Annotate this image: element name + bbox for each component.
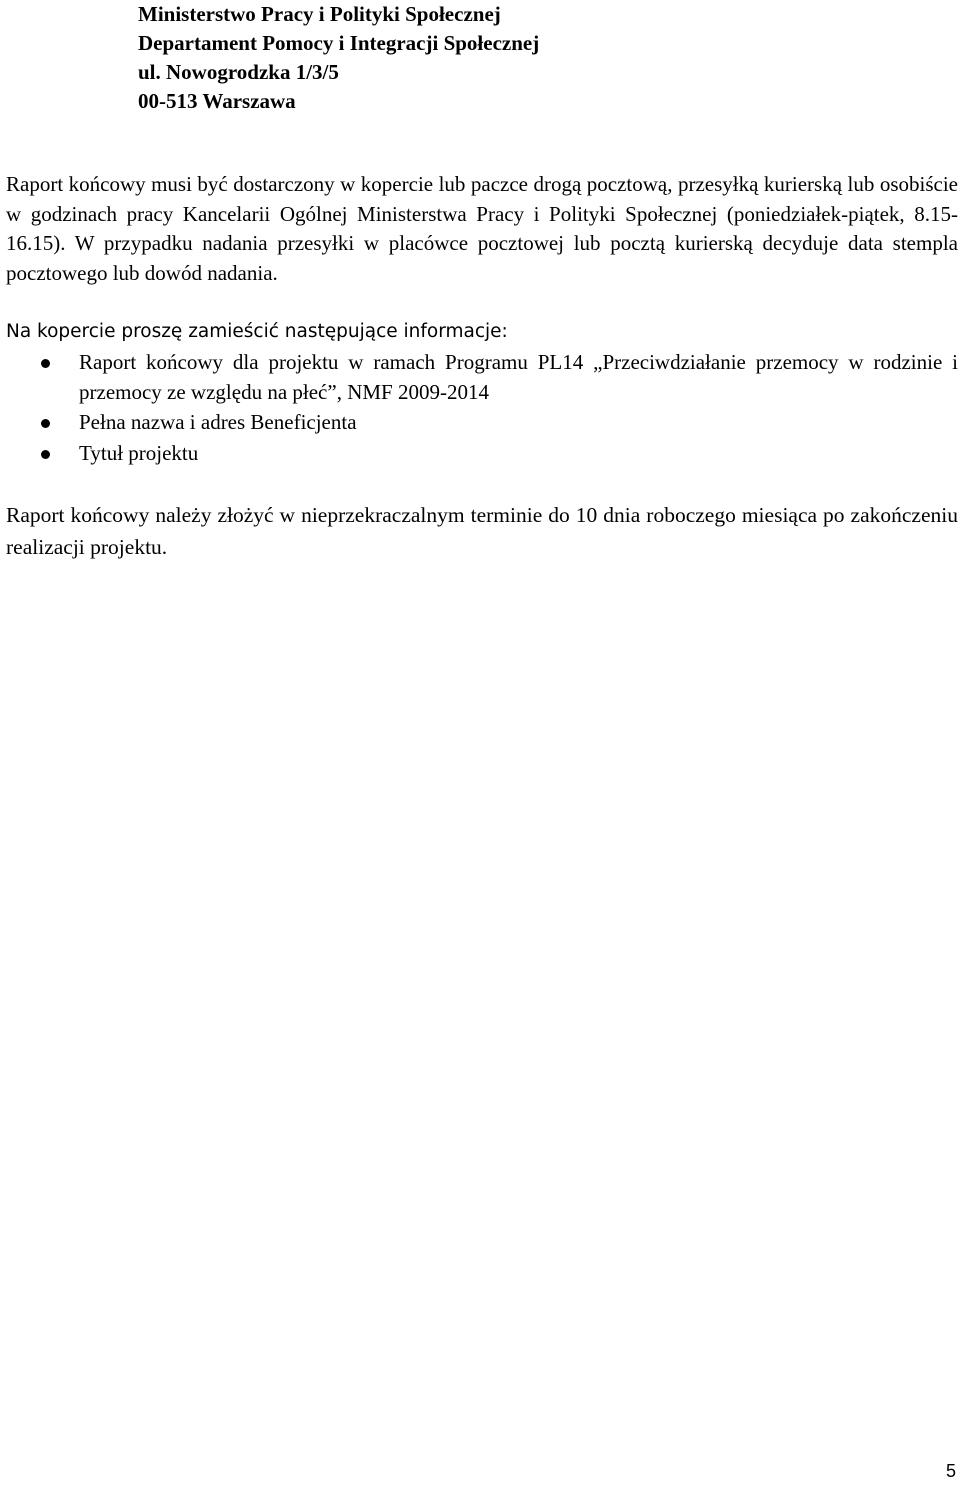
address-department: Departament Pomocy i Integracji Społecznej <box>138 31 540 55</box>
envelope-info-text: Na kopercie proszę zamieścić następujące informacje: <box>6 321 508 342</box>
delivery-methods-text: Raport końcowy musi być dostarczony w kopercie lub paczce drogą pocztową, przesyłką kurierską lub osobiście w godzinach pracy Kancelarii Ogólnej Ministerstwa Pracy i Polityki Społecznej (poniedziałek-piątek, 8.15-16.15). <box>6 172 958 255</box>
address-city: 00-513 Warszawa <box>138 89 296 113</box>
list-item <box>6 408 958 438</box>
list-item-text: Raport końcowy dla projektu w ramach Programu PL14 „Przeciwdziałanie przemocy w rodzinie i przemocy ze względu na płeć”, NMF 2009-2014 <box>79 350 958 404</box>
list-item <box>6 348 958 407</box>
address-street: ul. Nowogrodzka 1/3/5 <box>138 60 339 84</box>
deadline-paragraph: Raport końcowy należy złożyć w nieprzekraczalnym terminie do 10 dnia roboczego miesiąca po zakończeniu realizacji projektu. <box>6 503 958 559</box>
recipient-address <box>138 0 539 116</box>
postmark-rule-text: W przypadku nadania przesyłki w placówce pocztowej lub pocztą kurierską decyduje data stempla pocztowego lub dowód nadania. <box>6 231 958 285</box>
bullet-icon <box>41 359 50 368</box>
address-ministry: Ministerstwo Pracy i Polityki Społecznej <box>138 2 501 26</box>
page-number: 5 <box>945 1461 956 1481</box>
delivery-instructions-paragraph <box>6 170 958 288</box>
envelope-info-heading <box>6 316 958 347</box>
bullet-icon <box>41 419 50 428</box>
list-item-text: Pełna nazwa i adres Beneficjenta <box>79 410 357 434</box>
list-item <box>6 439 958 469</box>
envelope-info-list <box>6 348 958 469</box>
bullet-icon <box>41 450 50 459</box>
list-item-text: Tytuł projektu <box>79 440 199 465</box>
